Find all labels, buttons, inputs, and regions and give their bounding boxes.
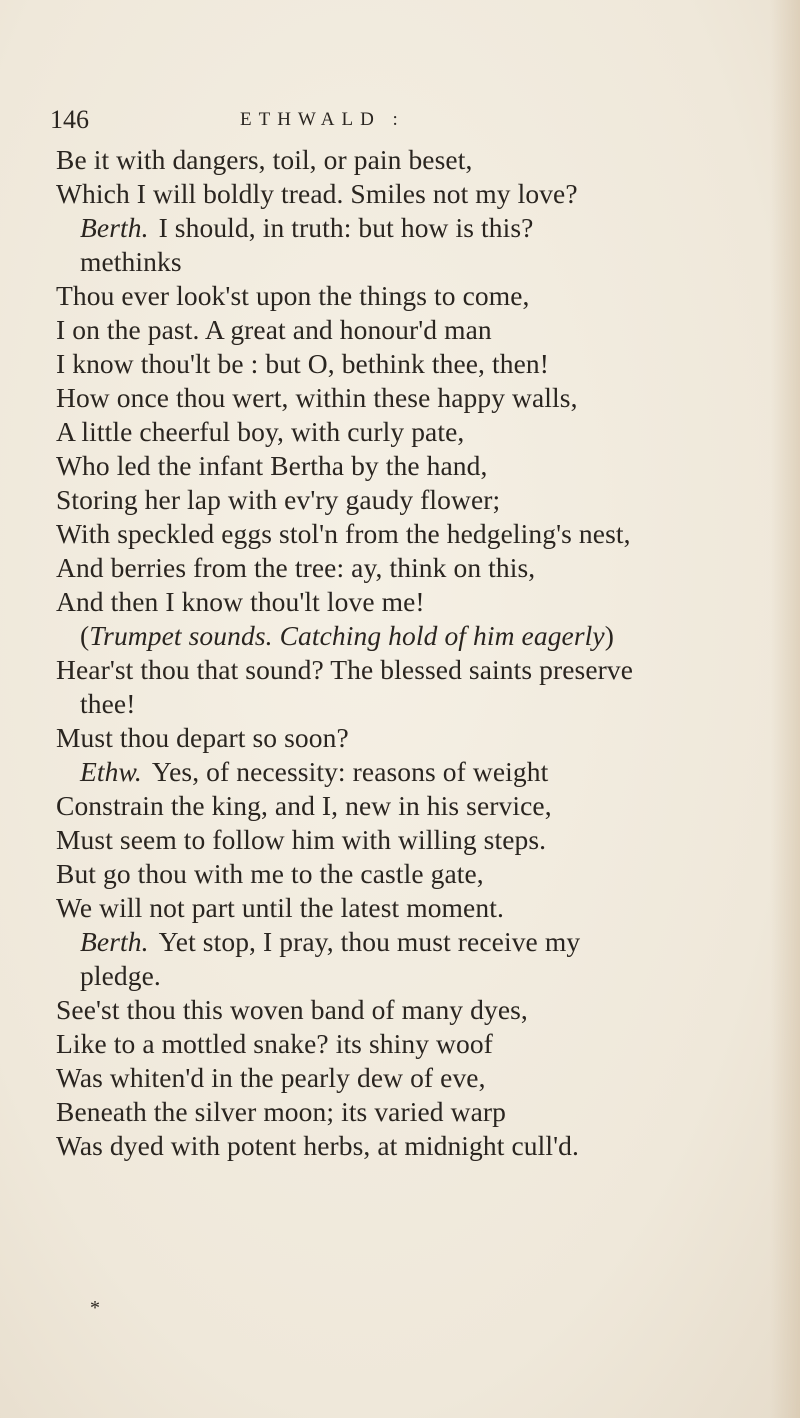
verse-line: Ethw. Yes, of necessity: reasons of weight bbox=[80, 756, 549, 787]
verse-line: And berries from the tree: ay, think on this, bbox=[56, 552, 536, 583]
verse-line: Constrain the king, and I, new in his service, bbox=[56, 790, 552, 821]
speaker-label: Berth. bbox=[80, 926, 149, 957]
verse-line: Berth. I should, in truth: but how is this? bbox=[80, 212, 534, 243]
verse-line: Hear'st thou that sound? The blessed saints preserve bbox=[56, 654, 634, 685]
verse-line: Which I will boldly tread. Smiles not my love? bbox=[56, 178, 578, 209]
verse-line: We will not part until the latest moment. bbox=[56, 892, 504, 923]
page-edge-shadow bbox=[770, 0, 800, 1418]
verse-line: See'st thou this woven band of many dyes, bbox=[56, 994, 528, 1025]
stage-direction: (Trumpet sounds. Catching hold of him eagerly) bbox=[80, 620, 614, 651]
verse-line: thee! bbox=[80, 688, 136, 719]
verse-line: Be it with dangers, toil, or pain beset, bbox=[56, 144, 473, 175]
verse-line: I on the past. A great and honour'd man bbox=[56, 314, 492, 345]
verse-line: Who led the infant Bertha by the hand, bbox=[56, 450, 488, 481]
verse-line: Beneath the silver moon; its varied warp bbox=[56, 1096, 506, 1127]
verse-line: A little cheerful boy, with curly pate, bbox=[56, 416, 465, 447]
verse-line: Was dyed with potent herbs, at midnight cull'd. bbox=[56, 1130, 579, 1161]
page-header bbox=[50, 105, 610, 141]
verse-line: But go thou with me to the castle gate, bbox=[56, 858, 484, 889]
verse-line: How once thou wert, within these happy walls, bbox=[56, 382, 578, 413]
signature-mark: * bbox=[90, 1297, 100, 1319]
running-head: ETHWALD : bbox=[240, 109, 405, 130]
verse-line: With speckled eggs stol'n from the hedgeling's nest, bbox=[56, 518, 631, 549]
verse-line: Storing her lap with ev'ry gaudy flower; bbox=[56, 484, 501, 515]
verse-line: And then I know thou'lt love me! bbox=[56, 586, 425, 617]
verse-line: I know thou'lt be : but O, bethink thee, then! bbox=[56, 348, 550, 379]
verse-line: Thou ever look'st upon the things to come, bbox=[56, 280, 530, 311]
verse-line: Berth. Yet stop, I pray, thou must receive my bbox=[80, 926, 581, 957]
verse-line: Like to a mottled snake? its shiny woof bbox=[56, 1028, 493, 1059]
verse-line: pledge. bbox=[80, 960, 161, 991]
verse-line: Must seem to follow him with willing steps. bbox=[56, 824, 547, 855]
verse-line: Must thou depart so soon? bbox=[56, 722, 349, 753]
speaker-label: Berth. bbox=[80, 212, 149, 243]
verse-line: methinks bbox=[80, 246, 182, 277]
speaker-label: Ethw. bbox=[80, 756, 142, 787]
verse-line: Was whiten'd in the pearly dew of eve, bbox=[56, 1062, 486, 1093]
page-number: 146 bbox=[50, 105, 89, 134]
